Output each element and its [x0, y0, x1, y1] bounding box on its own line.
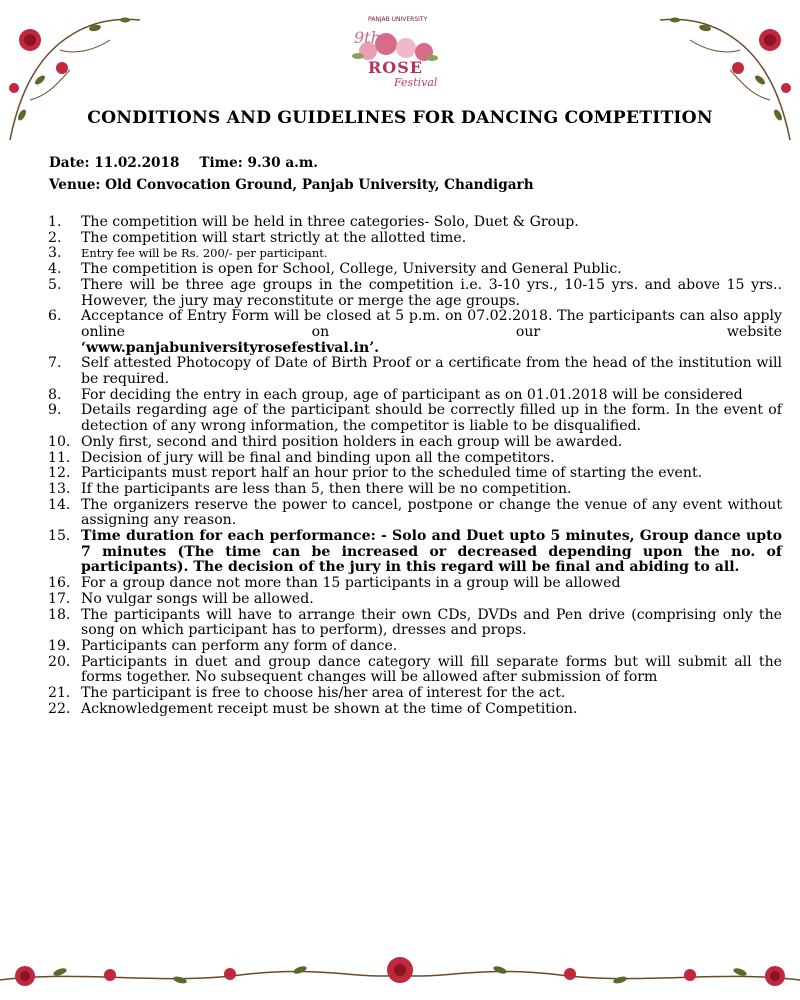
list-item: 16. For a group dance not more than 15 participants in a group will be allowed — [48, 575, 621, 592]
logo-name: ROSE — [368, 58, 423, 77]
logo-festival: Festival — [394, 76, 438, 89]
website-link: ‘www.panjabuniversityrosefestival.in’. — [81, 339, 380, 356]
floral-border-bottom — [0, 930, 800, 1000]
list-item: 18. The participants will have to arrange their own CDs, DVDs and Pen drive (comprising only the song on which participant has to perform), dresses and props. — [48, 606, 782, 639]
list-item: 11. Decision of jury will be final and binding upon all the competitors. — [48, 449, 555, 466]
list-item: 12. Participants must report half an hour prior to the scheduled time of starting the event. — [48, 465, 703, 482]
list-item: 2. The competition will start strictly at the allotted time. — [48, 229, 467, 246]
list-item: 3. Entry fee will be Rs. 200/- per participant. — [48, 245, 328, 262]
logo-university: PANJAB UNIVERSITY — [368, 16, 428, 23]
list-item: 14. The organizers reserve the power to cancel, postpone or change the venue of any event without assigning any reason. — [48, 496, 782, 529]
venue: Venue: Old Convocation Ground, Panjab University, Chandigarh — [49, 177, 534, 193]
list-item: 10. Only first, second and third position holders in each group will be awarded. — [48, 433, 623, 450]
rose-festival-logo — [328, 6, 468, 106]
list-item: 21. The participant is free to choose his/her area of interest for the act. — [48, 685, 566, 702]
list-item: 1. The competition will be held in three categories- Solo, Duet & Group. — [48, 214, 579, 230]
list-item: 9. Details regarding age of the participant should be correctly filled up in the form. In the event of detection of any wrong information, the competitor is liable to be disqualified. — [48, 402, 782, 435]
rules-list — [48, 215, 782, 718]
page-title: CONDITIONS AND GUIDELINES FOR DANCING COMPETITION — [87, 108, 713, 128]
list-item: 22. Acknowledgement receipt must be shown at the time of Competition. — [48, 700, 578, 717]
list-item: 6. Acceptance of Entry Form will be closed at 5 p.m. on 07.02.2018. The participants can also apply online on our website ‘www.panjabuniversityrosefestival.in’. — [48, 308, 782, 356]
list-item: 13. If the participants are less than 5, then there will be no competition. — [48, 480, 572, 497]
list-item: 19. Participants can perform any form of dance. — [48, 637, 398, 654]
list-item: 20. Participants in duet and group dance category will fill separate forms but will submit all the forms together. No subsequent changes will be allowed after submission of form — [48, 653, 782, 686]
date: Date: 11.02.2018 — [49, 155, 180, 171]
list-item: 4. The competition is open for School, College, University and General Public. — [48, 261, 622, 278]
date-line — [49, 155, 318, 171]
list-item: 17. No vulgar songs will be allowed. — [48, 590, 314, 607]
list-item: 7. Self attested Photocopy of Date of Birth Proof or a certificate from the head of the institution will be required. — [48, 355, 782, 388]
list-item: 5. There will be three age groups in the competition i.e. 3-10 yrs., 10-15 yrs. and above 15 yrs.. However, the jury may reconstitute or merge the age groups. — [48, 276, 782, 309]
list-item: 15. Time duration for each performance: - Solo and Duet upto 5 minutes, Group dance upto 7 minutes (The time can be increased or decreased depending upon the no. of participants). The decision of the jury in this regard will be final and abiding to all. — [48, 528, 782, 576]
time: Time: 9.30 a.m. — [199, 155, 318, 171]
list-item: 8. For deciding the entry in each group, age of participant as on 01.01.2018 will be considered — [48, 386, 743, 403]
logo-edition: 9th — [354, 28, 381, 47]
